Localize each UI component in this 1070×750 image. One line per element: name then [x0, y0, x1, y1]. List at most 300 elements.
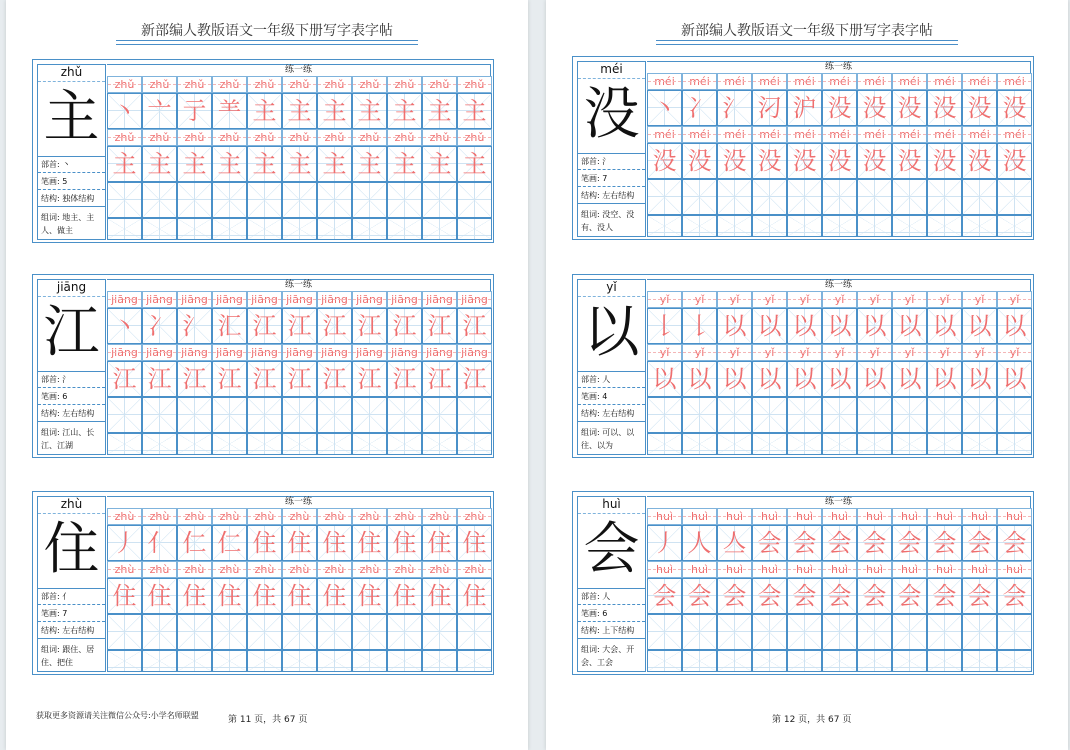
- empty-practice-cell[interactable]: [822, 614, 857, 650]
- pinyin-cell: huì: [682, 508, 717, 525]
- pinyin-cell: méi: [752, 126, 787, 143]
- empty-practice-cell[interactable]: [387, 650, 422, 672]
- pinyin-cell: méi: [822, 73, 857, 90]
- pinyin-row: [107, 291, 492, 308]
- empty-practice-cell[interactable]: [422, 650, 457, 672]
- empty-practice-cell[interactable]: [647, 397, 682, 433]
- empty-practice-cell[interactable]: [387, 218, 422, 240]
- empty-practice-cell[interactable]: [857, 397, 892, 433]
- stroke-step-cell: 江: [352, 308, 387, 344]
- empty-practice-cell[interactable]: [752, 215, 787, 237]
- stroke-step-cell: 住: [387, 525, 422, 561]
- pinyin-cell: jiāng: [352, 291, 387, 308]
- pinyin-cell: yǐ: [962, 291, 997, 308]
- empty-practice-cell[interactable]: [212, 218, 247, 240]
- empty-practice-cell[interactable]: [247, 433, 282, 455]
- stroke-step-cell: 住: [352, 525, 387, 561]
- empty-practice-cell[interactable]: [752, 614, 787, 650]
- empty-practice-cell[interactable]: [752, 179, 787, 215]
- stroke-step-cell: 汇: [212, 308, 247, 344]
- empty-practice-cell[interactable]: [962, 433, 997, 455]
- empty-practice-cell[interactable]: [717, 397, 752, 433]
- empty-practice-cell[interactable]: [647, 614, 682, 650]
- empty-practice-cell[interactable]: [317, 397, 352, 433]
- stroke-order-row: [107, 525, 492, 561]
- practice-row: [647, 650, 1032, 672]
- pinyin-cell: zhù: [457, 508, 492, 525]
- empty-practice-cell[interactable]: [387, 614, 422, 650]
- pinyin-cell: jiāng: [422, 344, 457, 361]
- pinyin-cell: yǐ: [682, 291, 717, 308]
- char-pinyin: zhù: [38, 497, 105, 514]
- pinyin-cell: jiāng: [177, 291, 212, 308]
- trace-cell: 主: [282, 146, 317, 182]
- stroke-step-cell: ⺷: [212, 93, 247, 129]
- practice-header: 练一练: [107, 279, 491, 291]
- page-number: 第 11 页，共 67 页: [228, 715, 308, 725]
- empty-practice-cell[interactable]: [892, 397, 927, 433]
- radical-label: 部首: 亻: [38, 589, 105, 605]
- stroke-step-cell: 主: [282, 93, 317, 129]
- empty-practice-cell[interactable]: [682, 614, 717, 650]
- radical-label: 部首: 丶: [38, 157, 105, 173]
- page-number: 第 12 页，共 67 页: [772, 715, 852, 725]
- empty-practice-cell[interactable]: [142, 397, 177, 433]
- empty-practice-cell[interactable]: [317, 650, 352, 672]
- stroke-step-cell: 没: [892, 90, 927, 126]
- trace-cell: 住: [352, 578, 387, 614]
- pinyin-cell: huì: [717, 561, 752, 578]
- pinyin-cell: zhǔ: [142, 76, 177, 93]
- structure-label: 结构: 左右结构: [578, 406, 645, 422]
- trace-cell: 没: [682, 143, 717, 179]
- empty-practice-cell[interactable]: [107, 433, 142, 455]
- empty-practice-cell[interactable]: [352, 433, 387, 455]
- pinyin-cell: huì: [787, 508, 822, 525]
- pinyin-cell: huì: [997, 561, 1032, 578]
- empty-practice-cell[interactable]: [647, 179, 682, 215]
- char-block: [32, 59, 494, 243]
- empty-practice-cell[interactable]: [717, 433, 752, 455]
- empty-practice-cell[interactable]: [927, 179, 962, 215]
- empty-practice-cell[interactable]: [352, 182, 387, 218]
- footer-note: 获取更多资源请关注微信公众号:小学名师联盟: [36, 711, 199, 720]
- empty-practice-cell[interactable]: [387, 397, 422, 433]
- pinyin-cell: zhù: [142, 561, 177, 578]
- empty-practice-cell[interactable]: [177, 397, 212, 433]
- trace-cell: 住: [422, 578, 457, 614]
- empty-practice-cell[interactable]: [457, 218, 492, 240]
- empty-practice-cell[interactable]: [997, 650, 1032, 672]
- trace-row: [107, 361, 492, 397]
- pinyin-cell: huì: [927, 508, 962, 525]
- stroke-step-cell: 会: [962, 525, 997, 561]
- trace-cell: 江: [247, 361, 282, 397]
- empty-practice-cell[interactable]: [752, 650, 787, 672]
- char-info-panel: [37, 279, 106, 455]
- empty-practice-cell[interactable]: [247, 182, 282, 218]
- empty-practice-cell[interactable]: [892, 215, 927, 237]
- empty-practice-cell[interactable]: [857, 614, 892, 650]
- empty-practice-cell[interactable]: [717, 614, 752, 650]
- stroke-step-cell: 以: [717, 308, 752, 344]
- empty-practice-cell[interactable]: [997, 614, 1032, 650]
- pinyin-cell: zhǔ: [457, 76, 492, 93]
- empty-practice-cell[interactable]: [282, 650, 317, 672]
- stroke-step-cell: 没: [997, 90, 1032, 126]
- pinyin-cell: zhù: [247, 508, 282, 525]
- empty-practice-cell[interactable]: [282, 614, 317, 650]
- empty-practice-cell[interactable]: [422, 614, 457, 650]
- char-info-panel: [37, 496, 106, 672]
- pinyin-cell: zhǔ: [387, 76, 422, 93]
- empty-practice-cell[interactable]: [212, 397, 247, 433]
- pinyin-cell: huì: [857, 508, 892, 525]
- pinyin-cell: méi: [787, 73, 822, 90]
- practice-header: 练一练: [107, 496, 491, 508]
- pinyin-cell: zhǔ: [422, 76, 457, 93]
- stroke-step-cell: 江: [247, 308, 282, 344]
- stroke-step-cell: 氵: [177, 308, 212, 344]
- pinyin-cell: jiāng: [107, 344, 142, 361]
- empty-practice-cell[interactable]: [787, 433, 822, 455]
- pinyin-row: [107, 129, 492, 146]
- empty-practice-cell[interactable]: [997, 215, 1032, 237]
- trace-cell: 没: [717, 143, 752, 179]
- trace-cell: 住: [177, 578, 212, 614]
- empty-practice-cell[interactable]: [457, 650, 492, 672]
- trace-cell: 主: [317, 146, 352, 182]
- empty-practice-cell[interactable]: [107, 218, 142, 240]
- trace-cell: 没: [997, 143, 1032, 179]
- empty-practice-cell[interactable]: [387, 433, 422, 455]
- empty-practice-cell[interactable]: [352, 614, 387, 650]
- pinyin-cell: zhǔ: [352, 129, 387, 146]
- trace-cell: 没: [752, 143, 787, 179]
- stroke-step-cell: 丶: [107, 308, 142, 344]
- empty-practice-cell[interactable]: [457, 614, 492, 650]
- empty-practice-cell[interactable]: [752, 433, 787, 455]
- empty-practice-cell[interactable]: [212, 433, 247, 455]
- empty-practice-cell[interactable]: [822, 397, 857, 433]
- char-pinyin: huì: [578, 497, 645, 514]
- trace-cell: 以: [857, 361, 892, 397]
- stroke-step-cell: 沪: [787, 90, 822, 126]
- empty-practice-cell[interactable]: [387, 182, 422, 218]
- empty-practice-cell[interactable]: [422, 433, 457, 455]
- char-block: [572, 491, 1034, 675]
- stroke-step-cell: 会: [787, 525, 822, 561]
- empty-practice-cell[interactable]: [787, 614, 822, 650]
- empty-practice-cell[interactable]: [212, 650, 247, 672]
- empty-practice-cell[interactable]: [142, 433, 177, 455]
- empty-practice-cell[interactable]: [177, 614, 212, 650]
- stroke-step-cell: 会: [927, 525, 962, 561]
- empty-practice-cell[interactable]: [962, 215, 997, 237]
- empty-practice-cell[interactable]: [107, 650, 142, 672]
- empty-practice-cell[interactable]: [682, 650, 717, 672]
- stroke-step-cell: 没: [962, 90, 997, 126]
- pinyin-cell: zhǔ: [247, 129, 282, 146]
- empty-practice-cell[interactable]: [997, 397, 1032, 433]
- practice-header: 练一练: [107, 64, 491, 76]
- trace-cell: 主: [422, 146, 457, 182]
- pinyin-cell: yǐ: [997, 344, 1032, 361]
- empty-practice-cell[interactable]: [787, 215, 822, 237]
- stroke-step-cell: 没: [927, 90, 962, 126]
- practice-row: [107, 218, 492, 240]
- pinyin-row: [107, 76, 492, 93]
- empty-practice-cell[interactable]: [752, 397, 787, 433]
- pinyin-cell: zhǔ: [352, 76, 387, 93]
- empty-practice-cell[interactable]: [682, 433, 717, 455]
- words-label: 组词: 可以、以往、以为: [581, 428, 635, 450]
- stroke-step-cell: 以: [892, 308, 927, 344]
- stroke-step-cell: 江: [457, 308, 492, 344]
- stroke-step-cell: 亻: [142, 525, 177, 561]
- empty-practice-cell[interactable]: [787, 650, 822, 672]
- trace-row: [647, 578, 1032, 614]
- empty-practice-cell[interactable]: [997, 179, 1032, 215]
- empty-practice-cell[interactable]: [717, 179, 752, 215]
- empty-practice-cell[interactable]: [962, 650, 997, 672]
- empty-practice-cell[interactable]: [282, 397, 317, 433]
- pinyin-cell: jiāng: [282, 291, 317, 308]
- pinyin-cell: méi: [682, 126, 717, 143]
- empty-practice-cell[interactable]: [457, 397, 492, 433]
- stroke-step-cell: 以: [857, 308, 892, 344]
- practice-row: [647, 397, 1032, 433]
- pinyin-cell: huì: [752, 508, 787, 525]
- pinyin-cell: méi: [857, 126, 892, 143]
- empty-practice-cell[interactable]: [682, 215, 717, 237]
- char-pinyin: yǐ: [578, 280, 645, 297]
- pinyin-cell: yǐ: [857, 291, 892, 308]
- empty-practice-cell[interactable]: [962, 397, 997, 433]
- empty-practice-cell[interactable]: [682, 397, 717, 433]
- pinyin-cell: jiāng: [457, 291, 492, 308]
- empty-practice-cell[interactable]: [352, 218, 387, 240]
- pinyin-cell: yǐ: [682, 344, 717, 361]
- pinyin-cell: zhǔ: [387, 129, 422, 146]
- empty-practice-cell[interactable]: [282, 433, 317, 455]
- empty-practice-cell[interactable]: [857, 215, 892, 237]
- trace-cell: 江: [317, 361, 352, 397]
- empty-practice-cell[interactable]: [647, 433, 682, 455]
- practice-header: 练一练: [647, 61, 1031, 73]
- stroke-order-row: [647, 525, 1032, 561]
- pinyin-cell: zhǔ: [422, 129, 457, 146]
- trace-cell: 会: [857, 578, 892, 614]
- pinyin-cell: huì: [892, 508, 927, 525]
- stroke-step-cell: 以: [787, 308, 822, 344]
- empty-practice-cell[interactable]: [142, 614, 177, 650]
- pinyin-cell: zhù: [282, 508, 317, 525]
- pinyin-cell: jiāng: [247, 291, 282, 308]
- pinyin-cell: huì: [682, 561, 717, 578]
- pinyin-row: [647, 126, 1032, 143]
- empty-practice-cell[interactable]: [962, 614, 997, 650]
- empty-practice-cell[interactable]: [787, 397, 822, 433]
- trace-row: [647, 361, 1032, 397]
- empty-practice-cell[interactable]: [282, 182, 317, 218]
- stroke-step-cell: 以: [752, 308, 787, 344]
- empty-practice-cell[interactable]: [857, 433, 892, 455]
- empty-practice-cell[interactable]: [177, 218, 212, 240]
- stroke-step-cell: 主: [247, 93, 282, 129]
- stroke-step-cell: 主: [352, 93, 387, 129]
- stroke-step-cell: 住: [282, 525, 317, 561]
- trace-cell: 住: [212, 578, 247, 614]
- stroke-step-cell: 冫: [142, 308, 177, 344]
- pinyin-cell: yǐ: [717, 291, 752, 308]
- empty-practice-cell[interactable]: [107, 614, 142, 650]
- empty-practice-cell[interactable]: [892, 179, 927, 215]
- empty-practice-cell[interactable]: [717, 650, 752, 672]
- pinyin-cell: huì: [997, 508, 1032, 525]
- empty-practice-cell[interactable]: [247, 218, 282, 240]
- pinyin-cell: jiāng: [387, 344, 422, 361]
- pinyin-cell: méi: [962, 126, 997, 143]
- stroke-step-cell: 住: [317, 525, 352, 561]
- trace-cell: 住: [457, 578, 492, 614]
- trace-cell: 没: [892, 143, 927, 179]
- empty-practice-cell[interactable]: [177, 433, 212, 455]
- pinyin-cell: zhǔ: [177, 129, 212, 146]
- empty-practice-cell[interactable]: [822, 433, 857, 455]
- practice-row: [107, 650, 492, 672]
- empty-practice-cell[interactable]: [647, 215, 682, 237]
- empty-practice-cell[interactable]: [682, 179, 717, 215]
- empty-practice-cell[interactable]: [247, 650, 282, 672]
- trace-cell: 主: [107, 146, 142, 182]
- empty-practice-cell[interactable]: [422, 182, 457, 218]
- words-label: 组词: 地主、主人、做主: [41, 213, 95, 235]
- stroke-step-cell: 𠄌: [647, 308, 682, 344]
- empty-practice-cell[interactable]: [352, 650, 387, 672]
- empty-practice-cell[interactable]: [822, 215, 857, 237]
- pinyin-cell: jiāng: [177, 344, 212, 361]
- pinyin-cell: méi: [927, 73, 962, 90]
- empty-practice-cell[interactable]: [997, 433, 1032, 455]
- char-info-panel: [577, 279, 646, 455]
- char-info-panel: [37, 64, 106, 240]
- trace-cell: 以: [717, 361, 752, 397]
- empty-practice-cell[interactable]: [927, 215, 962, 237]
- empty-practice-cell[interactable]: [282, 218, 317, 240]
- empty-practice-cell[interactable]: [892, 433, 927, 455]
- pinyin-cell: yǐ: [752, 291, 787, 308]
- pinyin-cell: huì: [717, 508, 752, 525]
- pinyin-row: [107, 508, 492, 525]
- trace-cell: 以: [997, 361, 1032, 397]
- empty-practice-cell[interactable]: [212, 614, 247, 650]
- empty-practice-cell[interactable]: [787, 179, 822, 215]
- empty-practice-cell[interactable]: [892, 650, 927, 672]
- empty-practice-cell[interactable]: [177, 650, 212, 672]
- stroke-step-cell: 没: [857, 90, 892, 126]
- trace-cell: 主: [352, 146, 387, 182]
- empty-practice-cell[interactable]: [212, 182, 247, 218]
- stroke-step-cell: 江: [317, 308, 352, 344]
- empty-practice-cell[interactable]: [822, 179, 857, 215]
- trace-cell: 主: [387, 146, 422, 182]
- empty-practice-cell[interactable]: [317, 614, 352, 650]
- pinyin-cell: méi: [997, 73, 1032, 90]
- stroke-step-cell: 会: [857, 525, 892, 561]
- trace-cell: 主: [457, 146, 492, 182]
- words-label: 组词: 大会、开会、工会: [581, 645, 635, 667]
- practice-header: 练一练: [647, 496, 1031, 508]
- empty-practice-cell[interactable]: [857, 650, 892, 672]
- empty-practice-cell[interactable]: [247, 397, 282, 433]
- pinyin-cell: yǐ: [822, 291, 857, 308]
- empty-practice-cell[interactable]: [892, 614, 927, 650]
- pinyin-cell: méi: [717, 73, 752, 90]
- empty-practice-cell[interactable]: [352, 397, 387, 433]
- empty-practice-cell[interactable]: [422, 397, 457, 433]
- empty-practice-cell[interactable]: [317, 433, 352, 455]
- trace-cell: 以: [752, 361, 787, 397]
- pinyin-cell: zhù: [457, 561, 492, 578]
- empty-practice-cell[interactable]: [857, 179, 892, 215]
- pinyin-cell: jiāng: [317, 291, 352, 308]
- empty-practice-cell[interactable]: [927, 650, 962, 672]
- stroke-step-cell: 冫: [682, 90, 717, 126]
- trace-cell: 主: [247, 146, 282, 182]
- pinyin-cell: huì: [857, 561, 892, 578]
- empty-practice-cell[interactable]: [247, 614, 282, 650]
- empty-practice-cell[interactable]: [107, 397, 142, 433]
- empty-practice-cell[interactable]: [647, 650, 682, 672]
- pinyin-cell: jiāng: [142, 291, 177, 308]
- trace-cell: 住: [107, 578, 142, 614]
- stroke-step-cell: 主: [457, 93, 492, 129]
- empty-practice-cell[interactable]: [457, 182, 492, 218]
- empty-practice-cell[interactable]: [177, 182, 212, 218]
- practice-row: [107, 433, 492, 455]
- empty-practice-cell[interactable]: [962, 179, 997, 215]
- empty-practice-cell[interactable]: [317, 218, 352, 240]
- char-pinyin: zhǔ: [38, 65, 105, 82]
- pinyin-cell: huì: [647, 561, 682, 578]
- empty-practice-cell[interactable]: [142, 182, 177, 218]
- trace-cell: 以: [647, 361, 682, 397]
- structure-label: 结构: 左右结构: [38, 406, 105, 422]
- structure-label: 结构: 左右结构: [38, 623, 105, 639]
- empty-practice-cell[interactable]: [927, 433, 962, 455]
- trace-cell: 住: [247, 578, 282, 614]
- trace-cell: 以: [822, 361, 857, 397]
- empty-practice-cell[interactable]: [927, 397, 962, 433]
- empty-practice-cell[interactable]: [457, 433, 492, 455]
- empty-practice-cell[interactable]: [317, 182, 352, 218]
- empty-practice-cell[interactable]: [422, 218, 457, 240]
- empty-practice-cell[interactable]: [927, 614, 962, 650]
- empty-practice-cell[interactable]: [142, 218, 177, 240]
- empty-practice-cell[interactable]: [717, 215, 752, 237]
- practice-row: [107, 614, 492, 650]
- empty-practice-cell[interactable]: [822, 650, 857, 672]
- pinyin-cell: zhǔ: [212, 129, 247, 146]
- empty-practice-cell[interactable]: [107, 182, 142, 218]
- empty-practice-cell[interactable]: [142, 650, 177, 672]
- pinyin-cell: zhù: [247, 561, 282, 578]
- practice-grid: [647, 73, 1032, 237]
- trace-cell: 会: [822, 578, 857, 614]
- trace-cell: 以: [927, 361, 962, 397]
- pinyin-cell: zhǔ: [317, 129, 352, 146]
